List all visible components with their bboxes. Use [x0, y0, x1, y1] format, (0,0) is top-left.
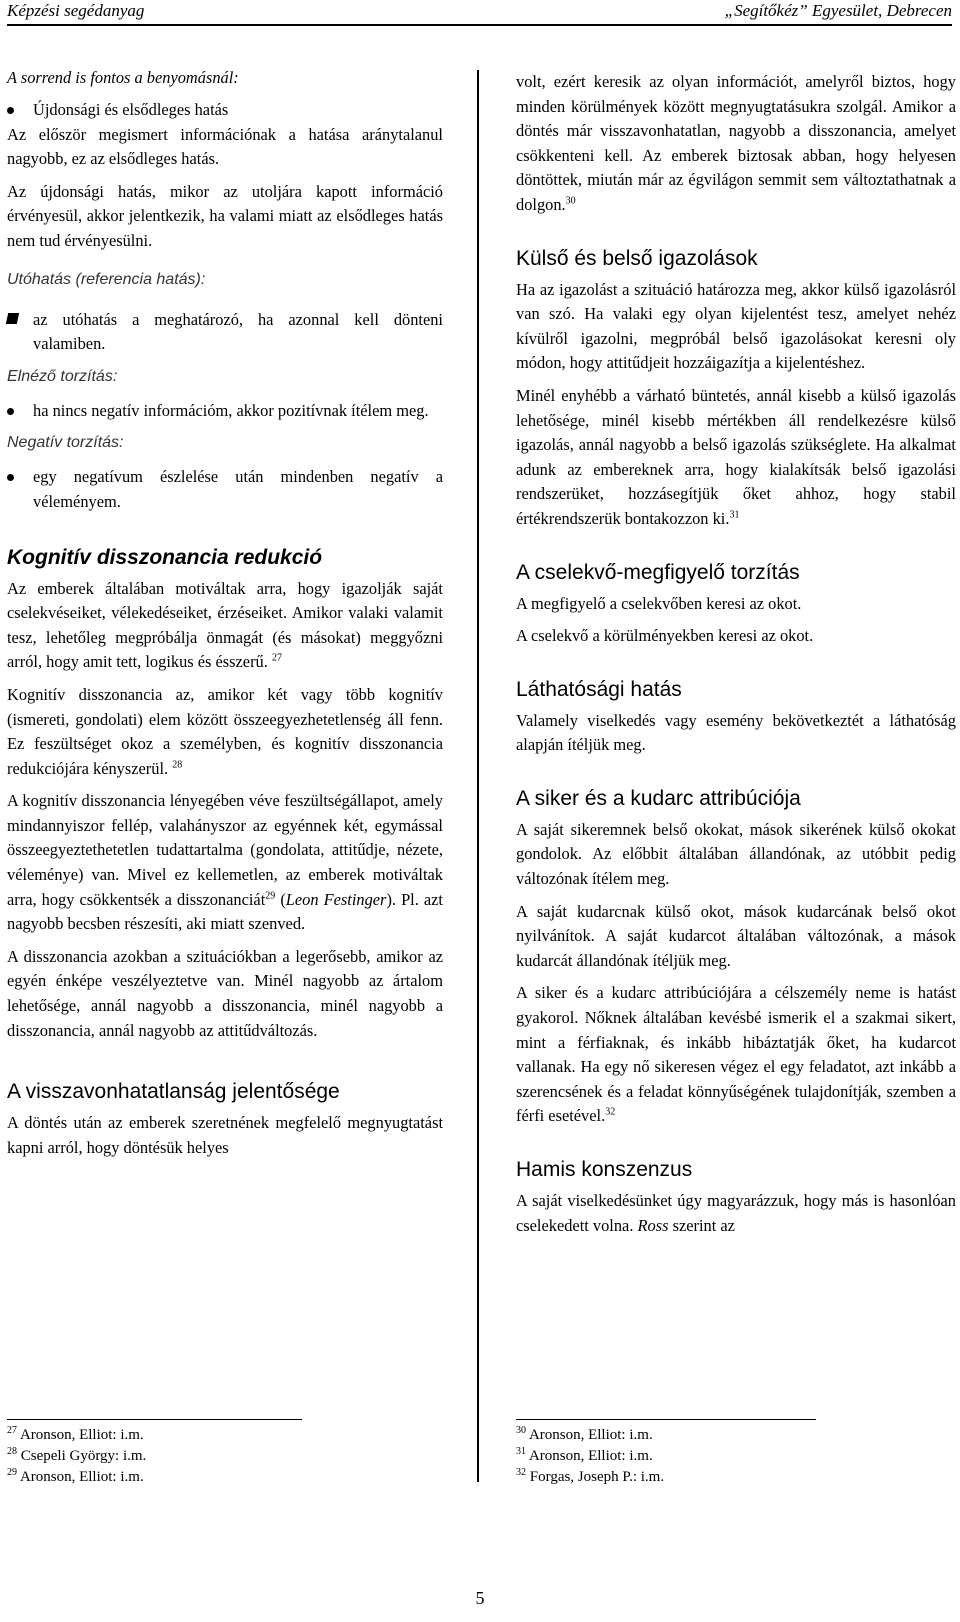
- heading-external-internal: Külső és belső igazolások: [516, 246, 758, 270]
- author-name: Ross: [637, 1215, 669, 1235]
- paragraph: A cselekvő a körülményekben keresi az okot.: [516, 626, 814, 646]
- paragraph: Valamely viselkedés vagy esemény bekövetkeztét a láthatóság alapján ítéljük meg.: [516, 710, 956, 755]
- author-name: Leon Festinger: [285, 889, 387, 909]
- right-column: [516, 70, 956, 1246]
- paragraph: A disszonancia azokban a szituációkban a legerősebb, amikor az egyén énképe veszélyeztetve van. Minél nagyobb az ártalom lehetősége, annál nagyobb a disszonancia, minél nagyobb a disszonancia, annál nagyobb az attitűdváltozás.: [7, 946, 443, 1040]
- after-effect-list: [7, 308, 443, 357]
- heading-cognitive-dissonance: Kognitív disszonancia redukció: [7, 545, 323, 569]
- list-item: az utóhatás a meghatározó, ha azonnal kell dönteni valamiben.: [7, 308, 443, 357]
- heading-success-failure: A siker és a kudarc attribúciója: [516, 786, 801, 810]
- footnote-ref: 31: [729, 509, 740, 521]
- label-after-effect: Utóhatás (referencia hatás):: [7, 270, 206, 288]
- primacy-list: [7, 98, 443, 123]
- footnotes-left: [7, 1425, 447, 1488]
- footnote-ref: 32: [605, 1106, 616, 1118]
- paragraph: A döntés után az emberek szeretnének megfelelő megnyugtatást kapni arról, hogy döntésük helyes: [7, 1113, 443, 1157]
- bullet-icon: [7, 408, 14, 415]
- footnote: $^{28}$ Csepeli György: i.m.: [7, 1446, 147, 1464]
- list-item: egy negatívum észlelése után mindenben negatív a véleményem.: [7, 465, 443, 514]
- negative-list: [7, 465, 443, 514]
- paragraph: A saját viselkedésünket úgy magyarázzuk, hogy más is hasonlóan cselekedett volna. Ross szerint az: [516, 1191, 956, 1235]
- lenient-list: [7, 399, 443, 424]
- paragraph: Minél enyhébb a várható büntetés, annál kisebb a külső igazolás lehetősége, minél kisebb mértékben áll rendelkezésre külső igazolás, annál nagyobb a belső igazolás szükséglete. Ha alkalmat adunk az embereknek arra, hogy kialakítsák belső igazolási rendszerüket, hozzásegítjük őket ahhoz, hogy stabil értékrendszerük bontakozzon ki.$^{31}$: [516, 385, 956, 528]
- footnote: $^{31}$ Aronson, Elliot: i.m.: [516, 1446, 653, 1464]
- heading-false-consensus: Hamis konszenzus: [516, 1158, 693, 1181]
- paragraph: A kognitív disszonancia lényegében véve feszültségállapot, amely mindannyiszor fellép, valahányszor az egyénnek két, egymással összeegyeztethetetlen tudattartalma (gondolata, attitűdje, nézete, véleménye) van. Mivel ez kellemetlen, az emberek motiváltak arra, hogy csökkentsék a disszonanciát$^{29}$ (Leon Festinger). Pl. azt nagyobb becsben részesíti, aki miatt szenved.: [7, 791, 443, 934]
- list-item: Újdonsági és elsődleges hatás: [7, 98, 443, 123]
- paragraph: A saját sikeremnek belső okokat, mások sikerének külső okokat gondolok. Az előbbit általában állandónak, az utóbbit pedig változónak ítélem meg.: [516, 819, 956, 889]
- intro-line: A sorrend is fontos a benyomásnál:: [7, 68, 239, 87]
- paragraph: Az emberek általában motiváltak arra, hogy igazolják saját cselekvéseiket, vélekedéseiket, érzéseiket. Amikor valaki valamit tesz, lehetőleg megpróbálja önmagát (és másokat) meggyőzni arról, hogy amit tett, logikus és ésszerű. $^{27}$: [7, 578, 443, 672]
- paragraph: A megfigyelő a cselekvőben keresi az okot.: [516, 593, 802, 613]
- page-header: [7, 0, 952, 26]
- heading-visibility: Láthatósági hatás: [516, 677, 682, 701]
- paragraph: volt, ezért keresik az olyan információt, amelyről biztos, hogy minden körülmények között megnyugtatásukra szolgál. Amikor a döntés már visszavonhatatlan, nagyobb a disszonancia, amelyet csökkenteni kell. Az emberek biztosak abban, hogy helyesen döntöttek, miután már az égvilágon semmit sem változtathatnak a dolgon.$^{30}$: [516, 72, 956, 214]
- paragraph: A saját kudarcnak külső okot, mások kudarcának belső okot nyilvánítok. A saját kudarcot általában változónak, a mások kudarcát állandónak ítéljük meg.: [516, 901, 956, 970]
- bullet-icon: [7, 474, 14, 481]
- footnote: $^{30}$ Aronson, Elliot: i.m.: [516, 1425, 653, 1443]
- footnote: $^{27}$ Aronson, Elliot: i.m.: [7, 1425, 144, 1443]
- heading-actor-observer: A cselekvő-megfigyelő torzítás: [516, 560, 800, 584]
- footnote-ref: 30: [565, 195, 576, 207]
- list-item: ha nincs negatív információm, akkor pozitívnak ítélem meg.: [7, 399, 443, 424]
- bullet-icon: [7, 107, 14, 114]
- footnote-rule-left: [7, 1419, 302, 1420]
- heading-irrevocability: A visszavonhatatlanság jelentősége: [7, 1080, 340, 1104]
- footnote-rule-right: [516, 1419, 816, 1420]
- footnote-ref: 27: [271, 652, 282, 664]
- footnote: $^{29}$ Aronson, Elliot: i.m.: [7, 1467, 144, 1485]
- recency-paragraph: Az újdonsági hatás, mikor az utoljára kapott információ érvényesül, akkor jelentkezik, ha valami miatt az elsődleges hatás nem tud érvényesülni.: [7, 181, 443, 250]
- header-right: „Segítőkéz” Egyesület, Debrecen: [724, 1, 952, 20]
- paragraph: Kognitív disszonancia az, amikor két vagy több kognitív (ismereti, gondolati) elem között összeegyezhetetlenség áll fenn. Ez feszültséget okoz a személyben, és kognitív disszonancia redukciójára kényszerül. $^{28}$: [7, 684, 443, 778]
- paragraph: Ha az igazolást a szituáció határozza meg, akkor külső igazolásról van szó. Ha valaki egy olyan kijelentést tesz, amelyet nehéz kívülről igazolni, megpróbál belső igazolásokat keresni oly módon, hogy attitűdjeit hozzáigazítja a kijelentéshez.: [516, 279, 956, 373]
- left-column: [7, 66, 443, 1168]
- paragraph: A siker és a kudarc attribúciójára a célszemély neme is hatást gyakorol. Nőknek általában kevésbé ismerik el a szakmai sikert, mint a férfiaknak, és inkább hibáztatják őket, ha kudarcot vallanak. Ha egy nő sikeresen végez el egy feladatot, azt inkább a szerencsének és a feladat könnyűségének tulajdonítják, szemben a férfi esetével.$^{32}$: [516, 983, 956, 1126]
- square-bullet-icon: [6, 313, 19, 324]
- header-left: Képzési segédanyag: [7, 1, 145, 20]
- footnotes-right: [516, 1425, 956, 1488]
- column-divider: [477, 70, 479, 1482]
- footnote-ref: 29: [265, 890, 276, 902]
- page-number: 5: [475, 1588, 485, 1608]
- primacy-text: Az először megismert információnak a hatása aránytalanul nagyobb, ez az elsődleges hatás.: [7, 124, 443, 169]
- footnote-ref: 28: [172, 759, 183, 771]
- label-lenient: Elnéző torzítás:: [7, 367, 118, 385]
- label-negative: Negatív torzítás:: [7, 434, 124, 452]
- footnote: $^{32}$ Forgas, Joseph P.: i.m.: [516, 1467, 665, 1485]
